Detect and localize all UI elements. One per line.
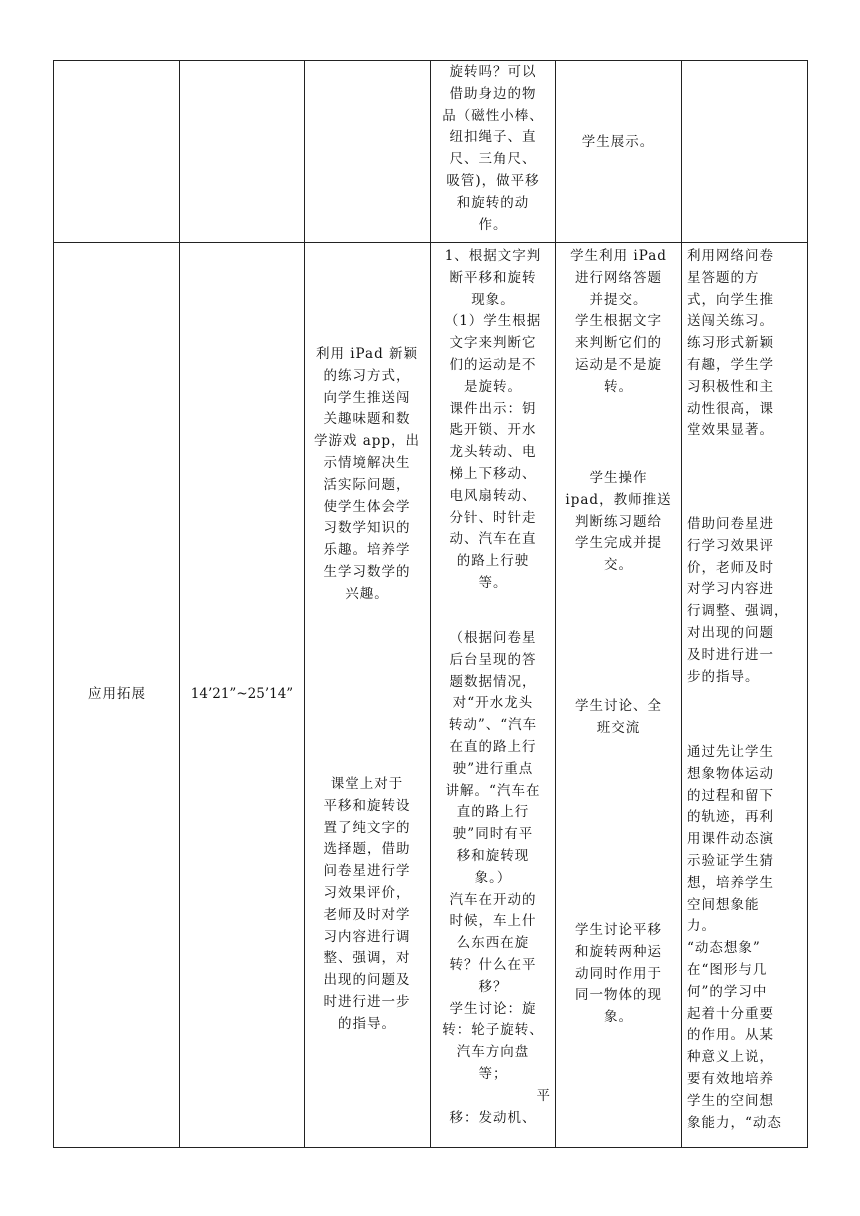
column-divider <box>179 60 180 1148</box>
activity-cell-top <box>436 62 550 236</box>
text-line: 练习形式新颖 <box>687 335 774 352</box>
text-line: 象。 <box>604 1009 633 1026</box>
text-line: 象。） <box>474 869 512 886</box>
text-line: （根据问卷星 <box>449 630 537 646</box>
text-line: 价，老师及时 <box>687 559 774 576</box>
text-line: 起着十分重要 <box>687 1005 774 1022</box>
text-line: 学生根据文字 <box>575 313 662 330</box>
text-line: 断平移和旋转 <box>449 269 537 286</box>
student-activity-cell-top <box>561 132 675 154</box>
text-line: 式，向学生推 <box>687 291 774 308</box>
text-line: 进行网络答题 <box>575 269 662 286</box>
text-line: 乐趣。培养学 <box>323 542 411 559</box>
text-line: 学生操作 <box>589 470 648 486</box>
text-line: 有趣，学生学 <box>687 356 774 373</box>
text-line: 的指导。 <box>338 1015 396 1032</box>
text-line: 转动”、“汽车 <box>448 717 538 734</box>
text-line: 龙头转动、电 <box>449 444 537 461</box>
text-line: 学生的空间想 <box>687 1092 774 1109</box>
text-line: 运动是不是旋 <box>575 356 662 373</box>
text-line: 兴趣。 <box>345 585 389 602</box>
text-line: 老师及时对学 <box>323 906 411 923</box>
text-line: 对“开水龙头 <box>452 695 534 712</box>
text-line: 出现的问题及 <box>323 972 411 989</box>
text-line: 示情境解决生 <box>323 454 411 471</box>
text-line: 习数学知识的 <box>323 520 411 537</box>
text-line: 等； <box>478 1065 508 1082</box>
stage-cell <box>56 684 178 706</box>
text-line: 空间想象能 <box>687 896 760 913</box>
text-line: 向学生推送闯 <box>323 389 411 406</box>
teaching-activity-block <box>435 246 551 595</box>
text-line: 动同时作用于 <box>575 965 662 982</box>
design-intent-block <box>309 344 425 606</box>
text-line: 堂效果显著。 <box>687 422 774 439</box>
student-activity-block <box>560 246 677 399</box>
text-line: 星答题的方 <box>687 269 760 286</box>
text-line: 现象。 <box>471 291 515 308</box>
text-line: 课堂上对于 <box>330 776 404 792</box>
text-line: 匙开锁、开水 <box>449 422 537 439</box>
student-activity-block <box>560 468 677 577</box>
student-activity-block <box>560 696 677 740</box>
text-line: 及时进行进一 <box>687 646 774 663</box>
text-line: 文字来判断它 <box>449 335 537 352</box>
text-line: 后台呈现的答 <box>449 651 537 668</box>
stage-label: 应用拓展 <box>88 686 146 702</box>
text-line: 时进行进一步 <box>323 993 411 1010</box>
text-line: 动性很高，课 <box>687 400 774 417</box>
text-line: 问卷星进行学 <box>323 863 411 880</box>
text-line: 要有效地培养 <box>687 1070 774 1087</box>
text-line: 么东西在旋 <box>456 935 530 952</box>
text-line: 的作用。从某 <box>687 1027 774 1044</box>
text-line: 来判断它们的 <box>575 335 662 352</box>
text-line: 对学习内容进 <box>687 581 774 598</box>
text-line: 何”的学习中 <box>687 983 768 1000</box>
text-line: 用课件动态演 <box>687 831 774 848</box>
text-line: 判断练习题给 <box>575 513 662 530</box>
text-line: 习效果评价， <box>323 884 411 901</box>
text-line: 和旋转的动 <box>456 194 530 211</box>
text-line: 平 <box>536 1087 551 1104</box>
text-line: 作。 <box>478 216 508 233</box>
text-line: 转？什么在平 <box>449 956 537 973</box>
text-line: 行学习效果评 <box>687 537 774 554</box>
text-line: 的轨迹，再利 <box>687 809 774 826</box>
text-line: 在直的路上行 <box>449 738 537 755</box>
text-line: 步的指导。 <box>687 668 760 685</box>
text-line: 时候，车上什 <box>449 913 537 930</box>
text-line: 驶”进行重点 <box>452 760 534 777</box>
time-range: 14’21”~25’14” <box>190 686 294 702</box>
text-line: 品（磁性小棒、 <box>442 107 544 124</box>
text-line: 借助问卷星进 <box>687 516 774 532</box>
student-activity-text: 学生展示。 <box>581 134 655 150</box>
text-line: 想，培养学生 <box>687 874 774 891</box>
text-line: 吸管)，做平移 <box>446 172 540 189</box>
text-line: 示验证学生猜 <box>687 852 774 869</box>
text-line: 学生利用 iPad <box>570 248 667 264</box>
text-line: 置了纯文字的 <box>323 819 411 836</box>
rationale-block <box>687 514 805 688</box>
text-line: 学生完成并提 <box>575 535 662 552</box>
text-line: 活实际问题， <box>323 476 411 493</box>
text-line: 的练习方式， <box>323 367 411 384</box>
text-line: 的路上行驶 <box>456 553 530 570</box>
text-line: 通过先让学生 <box>687 744 774 760</box>
text-line: 学生讨论、全 <box>575 698 662 714</box>
text-line: 旋转吗？可以 <box>449 64 537 80</box>
text-line: 移？ <box>478 978 508 995</box>
teaching-activity-block <box>435 628 551 1129</box>
student-activity-block <box>560 920 677 1029</box>
column-divider <box>681 60 682 1148</box>
text-line: “动态想象” <box>687 940 761 957</box>
text-line: 是旋转。 <box>464 378 522 395</box>
column-divider <box>555 60 556 1148</box>
text-line: 习内容进行调 <box>323 928 411 945</box>
text-line: 班交流 <box>596 719 641 736</box>
text-line: 直的路上行 <box>456 804 530 821</box>
text-line: 并提交。 <box>589 291 648 308</box>
text-line: 想象物体运动 <box>687 765 774 782</box>
text-line: 整、强调，对 <box>323 950 411 967</box>
text-line: 动、汽车在直 <box>449 531 537 548</box>
text-line: 转。 <box>604 378 633 395</box>
text-line: 题数据情况， <box>449 673 537 690</box>
text-line: 等。 <box>478 574 508 591</box>
text-line: 汽车在开动的 <box>449 891 537 908</box>
text-line: 使学生体会学 <box>323 498 411 515</box>
text-line: 学生讨论：旋 <box>449 1000 537 1017</box>
text-line: 生学习数学的 <box>323 563 411 580</box>
text-line: 力。 <box>687 918 716 935</box>
text-line: 课件出示：钥 <box>449 400 537 417</box>
text-line: ipad，教师推送 <box>565 491 672 508</box>
column-divider <box>304 60 305 1148</box>
text-line: 利用 iPad 新颖 <box>315 346 419 362</box>
text-line: 移和旋转现 <box>456 847 530 864</box>
text-line: （1）学生根据 <box>444 313 542 330</box>
text-line: 汽车方向盘 <box>456 1044 530 1061</box>
text-line: 交。 <box>604 557 633 574</box>
text-line: 和旋转两种运 <box>575 943 662 960</box>
text-line: 学游戏 app，出 <box>313 433 421 450</box>
text-line: 行调整、强调， <box>687 603 789 620</box>
text-line: 习积极性和主 <box>687 378 774 395</box>
text-line: 分针、时针走 <box>449 509 537 526</box>
text-line: 平移和旋转设 <box>323 797 411 814</box>
text-line: 在“图形与几 <box>687 961 768 978</box>
text-line: 的过程和留下 <box>687 787 774 804</box>
text-line: 关趣味题和数 <box>323 411 411 428</box>
text-line: 同一物体的现 <box>575 987 662 1004</box>
text-line: 对出现的问题 <box>687 624 774 641</box>
text-line: 学生讨论平移 <box>575 922 662 938</box>
text-line: 讲解。“汽车在 <box>445 782 541 799</box>
text-line: 象能力，“动态 <box>687 1114 782 1131</box>
time-cell <box>181 684 303 706</box>
text-line: 纽扣绳子、直 <box>449 129 537 146</box>
text-line: 电风扇转动、 <box>449 487 537 504</box>
text-line: 转：轮子旋转、 <box>442 1022 544 1039</box>
text-line: 送闯关练习。 <box>687 313 774 330</box>
text-line: 借助身边的物 <box>449 85 537 102</box>
text-line: 梯上下移动、 <box>449 465 537 482</box>
text-line: 1、根据文字判 <box>444 248 542 264</box>
rationale-block <box>687 246 805 442</box>
rationale-block <box>687 742 805 1134</box>
text-line: 驶”同时有平 <box>452 826 534 843</box>
text-line: 利用网络问卷 <box>687 248 774 264</box>
design-intent-block <box>309 774 425 1036</box>
text-line: 选择题，借助 <box>323 841 411 858</box>
text-line: 移：发动机、 <box>449 1109 537 1126</box>
row-divider <box>53 242 808 243</box>
text-line: 种意义上说， <box>687 1049 774 1066</box>
column-divider <box>430 60 431 1148</box>
text-line: 们的运动是不 <box>449 356 537 373</box>
text-line: 尺、三角尺、 <box>449 151 537 168</box>
